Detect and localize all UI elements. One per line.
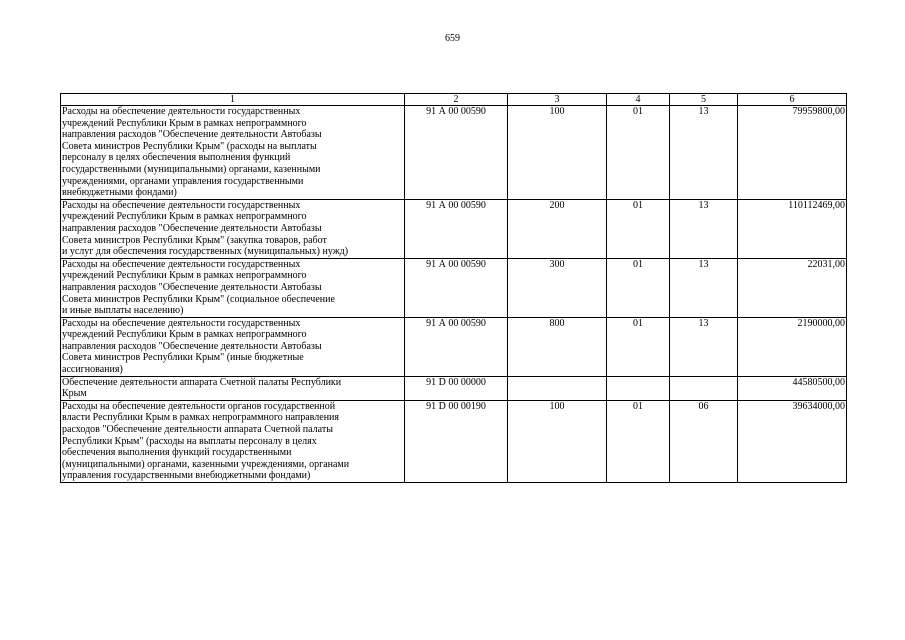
expense-name-line: Совета министров Республики Крым" (иные бюджетные [62,352,304,364]
expense-name-line: учреждений Республики Крым в рамках непрограммного [62,270,307,282]
expense-type-cell: 300 [508,258,607,317]
target-code-cell: 91 D 00 00000 [405,376,508,400]
section-cell: 01 [607,400,670,482]
expense-name-line: ассигнования) [62,364,123,376]
amount-cell: 22031,00 [738,258,847,317]
expense-name-line: Крым [62,388,87,400]
target-code-cell: 91 А 00 00590 [405,317,508,376]
amount-cell: 110112469,00 [738,199,847,258]
expense-name-line: Расходы на обеспечение деятельности государственных [62,258,301,270]
table-row [61,258,847,317]
table-row [61,199,847,258]
table-row [61,317,847,376]
expense-name-cell [61,199,405,258]
expense-name-line: Совета министров Республики Крым" (социальное обеспечение [62,293,335,305]
column-header-5: 5 [670,94,738,106]
expense-name-line: учреждений Республики Крым в рамках непрограммного [62,117,307,129]
expense-name-line: Республики Крым" (расходы на выплаты персоналу в целях [62,435,317,447]
expense-name-line: учреждений Республики Крым в рамках непрограммного [62,211,307,223]
expense-type-cell [508,376,607,400]
budget-table [60,93,847,483]
expense-name-line: персоналу в целях обеспечения выполнения функций [62,152,291,164]
column-header-4: 4 [607,94,670,106]
column-header-3: 3 [508,94,607,106]
amount-cell: 2190000,00 [738,317,847,376]
section-cell: 01 [607,258,670,317]
expense-name-line: Расходы на обеспечение деятельности государственных [62,106,301,117]
expense-name-line: (муниципальными) органами, казенными учреждениями, органами [62,458,350,470]
expense-name-line: направления расходов "Обеспечение деятельности Автобазы [62,281,322,293]
expense-name-cell [61,376,405,400]
expense-name-cell [61,400,405,482]
column-header-6: 6 [738,94,847,106]
subsection-cell: 13 [670,258,738,317]
expense-type-cell: 100 [508,106,607,200]
expense-type-cell: 100 [508,400,607,482]
expense-name-line: обеспечения выполнения функций государственными [62,447,292,459]
target-code-cell: 91 D 00 00190 [405,400,508,482]
target-code-cell: 91 А 00 00590 [405,258,508,317]
expense-name-line: власти Республики Крым в рамках непрограммного направления [62,412,340,424]
expense-name-line: Совета министров Республики Крым" (закупка товаров, работ [62,234,327,246]
subsection-cell: 13 [670,317,738,376]
expense-name-line: внебюджетными фондами) [62,187,177,199]
expense-type-cell: 800 [508,317,607,376]
expense-name-line: учреждений Республики Крым в рамках непрограммного [62,329,307,341]
expense-name-line: Расходы на обеспечение деятельности государственных [62,199,301,211]
table-row [61,376,847,400]
expense-name-line: и услуг для обеспечения государственных (муниципальных) нужд) [62,246,349,258]
expense-name-line: учреждениями, органами управления государственными [62,175,304,187]
column-header-1: 1 [61,94,405,106]
page-number: 659 [445,33,460,44]
expense-name-line: и иные выплаты населению) [62,305,184,317]
expense-name-cell [61,258,405,317]
subsection-cell: 06 [670,400,738,482]
expense-name-cell [61,106,405,200]
subsection-cell [670,376,738,400]
expense-name-line: управления государственными внебюджетными фондами) [62,470,311,482]
section-cell: 01 [607,317,670,376]
expense-name-line: Совета министров Республики Крым" (расходы на выплаты [62,140,317,152]
table-row [61,400,847,482]
expense-type-cell: 200 [508,199,607,258]
expense-name-line: Расходы на обеспечение деятельности органов государственной [62,400,336,412]
expense-name-line: расходов "Обеспечение деятельности аппарата Счетной палаты [62,424,333,436]
target-code-cell: 91 А 00 00590 [405,199,508,258]
header-row [61,94,847,106]
amount-cell: 79959800,00 [738,106,847,200]
expense-name-line: Расходы на обеспечение деятельности государственных [62,317,301,329]
subsection-cell: 13 [670,106,738,200]
amount-cell: 39634000,00 [738,400,847,482]
expense-name-line: направления расходов "Обеспечение деятельности Автобазы [62,222,322,234]
expense-name-cell [61,317,405,376]
expense-name-line: государственными (муниципальными) органами, казенными [62,163,321,175]
section-cell: 01 [607,106,670,200]
section-cell: 01 [607,199,670,258]
subsection-cell: 13 [670,199,738,258]
amount-cell: 44580500,00 [738,376,847,400]
target-code-cell: 91 А 00 00590 [405,106,508,200]
table-body [61,106,847,483]
column-header-2: 2 [405,94,508,106]
table-row [61,106,847,200]
expense-name-line: направления расходов "Обеспечение деятельности Автобазы [62,129,322,141]
expense-name-line: направления расходов "Обеспечение деятельности Автобазы [62,340,322,352]
expense-name-line: Обеспечение деятельности аппарата Счетной палаты Республики [62,376,342,388]
section-cell [607,376,670,400]
